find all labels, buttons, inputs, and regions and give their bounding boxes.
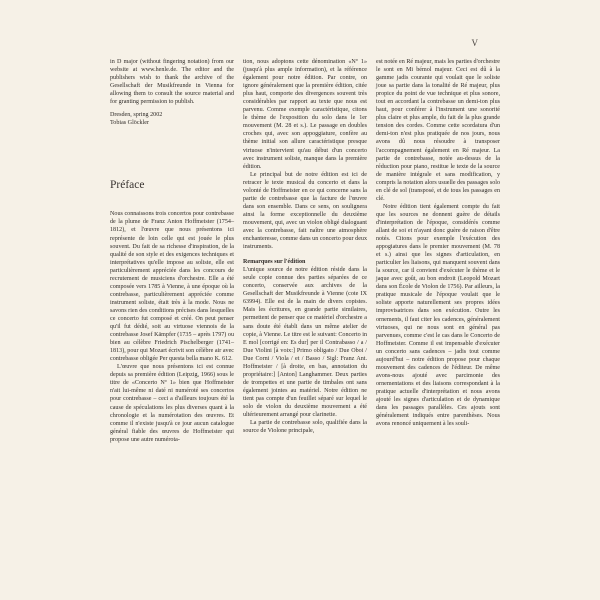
body-paragraph: tion, nous adoptons cette dénomination «Nº 1» (jusqu'à plus ample information), et la référence également pour notre édition. Par contre, on ignore généralement que la première édition, citée plus haut, comporte des divergences souvent très considérables par rapport au texte que nous est parvenu. Comme exemple caractéristique, citons le thème de l'exposition du solo dans le 1er mouvement (M. 28 et s.). Le passage en doubles croches qui, avec son appoggiature, confère au thème initial son allure caractéristique presque virtuose n'intervient qu'au début d'un concerto avec instrument soliste, manque dans la première édition. [243,59,367,170]
body-paragraph: La partie de contrebasse solo, qualifiée dans la source de Violone principale, [243,420,367,435]
subsection-heading: Remarques sur l'édition [243,259,306,266]
text-column-2 [243,58,367,435]
text-column-3 [376,58,500,428]
text-column-1 [110,58,234,444]
section-heading: Préface [110,179,145,192]
body-paragraph: Le principal but de notre édition est ici de retracer le texte musical du concerto et dans la volonté de Hoffmeister en ce qui concerne sans la partie de contrebasse que la facture de l'œuvre dans son ensemble. Dans ce sens, on soulignera ainsi la forme exceptionnelle du deuxième mouvement, qui, avec un violon obligé dialoguant avec la contrebasse, fait naître une atmosphère enchanteresse, comme dans un concerto pour deux instruments. [243,171,367,251]
page-number: V [471,38,478,48]
intro-paragraph: in D major (without fingering notation) from our website at www.henle.de. The editor and the publishers wish to thank the archive of the Gesellschaft der Musikfreunde in Vienna for allowing them to consult the source material and for granting permission to publish. [110,59,234,106]
signature-name: Tobias Glöckler [110,120,150,127]
signature-place-date: Dresden, spring 2002 [110,112,163,119]
body-paragraph: Notre édition tient également compte du fait que les sources ne donnent guère de détails d'interprétation de l'époque, considérés comme allant de soi et n'ayant donc guère de raison d'être notés. Citons pour exemple l'exécution des appogiatures dans le premier mouvement (M. 78 et s.) ainsi que les signes d'articulation, en particulier les liaisons, qui manquent souvent dans la source, car il convient d'exécuter le thème et le jaque avec goût, au bon endroit (Leopold Mozart dans son École de Violon de 1756). Par ailleurs, la pratique musicale de l'époque voulait que le soliste apporte naturellement ses propres idées improvisatrices dans son exécution. Outre les ornements, il faut citer les cadences, généralement virtuoses, qui ne nous sont en général pas parvenues, comme c'est le cas dans le Concerto de Hoffmeister. Comme il est impensable d'exécuter un concerto sans cadences – jadis tout comme aujourd'hui – notre édition propose pour chaque mouvement des cadences de l'éditeur. De même avons-nous ajouté avec parcimonie des ornementations et des liaisons correspondant à la pratique actuelle d'interprétation et nous avons ajouté les signes d'articulation et de dynamique dans les passages parallèles. Ces ajouts sont généralement indiqués entre parenthèses. Nous avons renoncé uniquement à les souli- [376,203,500,428]
body-paragraph: est notée en Ré majeur, mais les parties d'orchestre le sont en Mi bémol majeur. Ceci est dû à la gamme jadis courante qui voulait que le soliste joue sa partie dans la tonalité de Ré majeur, plus propice du point de vue technique et plus sonore, tout en accordant la contrebasse un demi-ton plus haut, pour conférer à l'instrument une sonorité plus claire et plus ample, du fait de la plus grande tension des cordes. Comme cette scordatura d'un demi-ton n'est plus pratiquée de nos jours, nous avons dû nous résoudre à transposer l'accompagnement également en Ré majeur. La partie de contrebasse, notée au-dessus de la réduction pour piano, restitue le texte de la source de manière intégrale et sans modification, y compris la notation alors usuelle des passages solo en clé de sol (transposé, et de tous les passages en clé. [376,59,500,202]
body-paragraph: Nous connaissons trois concertos pour contrebasse de la plume de Franz Anton Hoffmeister (1754–1812), et l'œuvre que nous présentons ici représente de loin celle qui est jouée le plus souvent. Du fait de sa richesse d'inspiration, de la qualité de son style et des exigences techniques et interprétatives qu'elle impose au soliste, elle est particulièrement appréciée dans les concours de recrutement de musiciens d'orchestre. Elle a été composée vers 1785 à Vienne, à une époque où la contrebasse, particulièrement appréciée comme instrument soliste, était très à la mode. Nous ne savons rien des conditions précises dans lesquelles ce concerto fut composé et créé. On peut penser qu'il fut dédié, soit au virtuose viennois de la contrebasse Josef Kämpfer (1735 – après 1797) ou bien au célèbre Friedrich Pischelberger (1741–1813), pour qui Mozart écrivit son célèbre air avec contrebasse obligée Per questa bella mano K. 612. [110,211,234,363]
body-paragraph: L'œuvre que nous présentons ici est connue depuis sa première édition (Leipzig, 1966) sous le titre de «Concerto Nº 1» bien que Hoffmeister n'ait lui-même ni daté ni numéroté ses concertos pour contrebasse – ceci a d'ailleurs toujours été la cause de spéculations les plus diverses quant à la chronologie et la numérotation des œuvres. Et comme il n'existe jusqu'à ce jour aucun catalogue général fiable des œuvres de Hoffmeister qui propose une autre numérota- [110,364,234,443]
body-paragraph: L'unique source de notre édition réside dans la seule copie connue des parties séparées de ce concerto, conservée aux archives de la Gesellschaft der Musikfreunde à Vienne (cote IX 63994). Elle est de la main de divers copistes. Mais les écritures, en grande partie similaires, permettent de penser que ce matériel d'orchestre a sans doute été établi dans un même atelier de copie, à Vienne. Le titre est le suivant: Concerto in E mol [corrigé en: Es dur] per il Contrabasso / a / Due Violini [à voix:] Primo obligato / Due Oboi / Due Corni / Viola / et / Basso / Sigl: Franz Ant. Hoffmeister / [à droite, en bas, annotation du propriétaire:] [Anton] Langhammer. Deux parties de trompettes et une partie de timbales ont sans également jointes au matériel. Notre édition ne tient pas compte d'un feuillet séparé sur lequel le solo de violon du deuxième mouvement a été ultérieurement arrangé pour clarinette. [243,267,367,419]
